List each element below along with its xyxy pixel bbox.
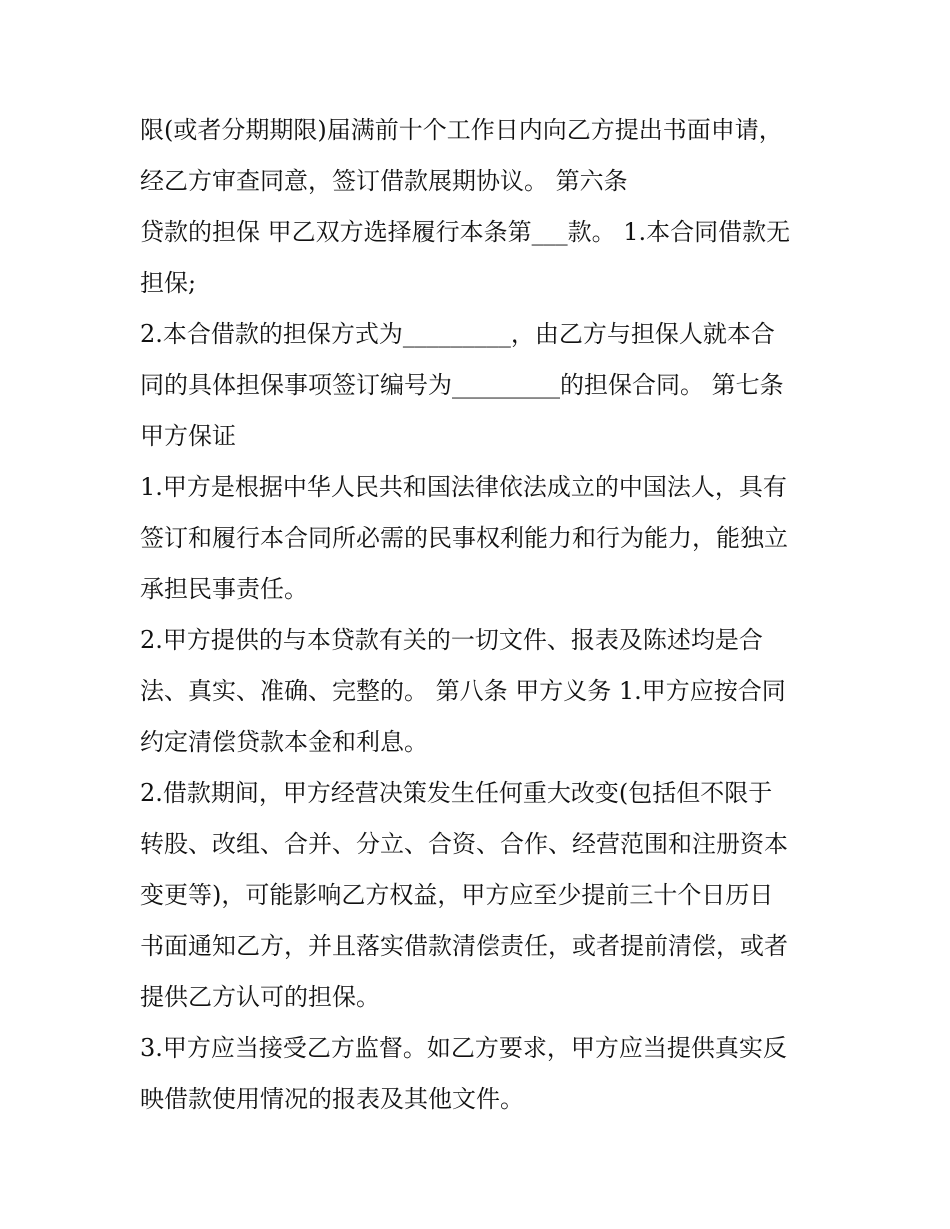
text-line: 签订和履行本合同所必需的民事权利能力和行为能力，能独立: [140, 524, 788, 552]
text-line: 法、真实、准确、完整的。 第八条 甲方义务 1.甲方应按合同: [140, 677, 786, 705]
text-line: 担保;: [140, 269, 197, 297]
text-line: 转股、改组、合并、分立、合资、合作、经营范围和注册资本: [140, 830, 788, 858]
text-line: 约定清偿贷款本金和利息。: [140, 728, 428, 756]
text-line: 3.甲方应当接受乙方监督。如乙方要求，甲方应当提供真实反: [140, 1034, 787, 1062]
text-line: 映借款使用情况的报表及其他文件。: [140, 1085, 524, 1113]
text-line: 书面通知乙方，并且落实借款清偿责任，或者提前清偿，或者: [140, 932, 788, 960]
text-line: 提供乙方认可的担保。: [140, 983, 380, 1011]
text-line: 2.借款期间，甲方经营决策发生任何重大改变(包括但不限于: [140, 779, 773, 807]
text-line: 1.甲方是根据中华人民共和国法律依法成立的中国法人，具有: [140, 473, 787, 501]
text-line: 同的具体担保事项签订编号为_________的担保合同。 第七条: [140, 371, 784, 399]
contract-text-body: [140, 105, 830, 1125]
text-line: 变更等)，可能影响乙方权益，甲方应至少提前三十个日历日: [140, 881, 774, 909]
text-line: 2.本合借款的担保方式为_________，由乙方与担保人就本合: [140, 320, 775, 348]
text-line: 贷款的担保 甲乙双方选择履行本条第___款。 1.本合同借款无: [140, 218, 791, 246]
text-line: 甲方保证: [140, 422, 236, 450]
text-line: 2.甲方提供的与本贷款有关的一切文件、报表及陈述均是合: [140, 626, 763, 654]
text-line: 限(或者分期期限)届满前十个工作日内向乙方提出书面申请，: [140, 116, 783, 144]
text-line: 经乙方审查同意，签订借款展期协议。 第六条: [140, 167, 628, 195]
text-line: 承担民事责任。: [140, 575, 308, 603]
